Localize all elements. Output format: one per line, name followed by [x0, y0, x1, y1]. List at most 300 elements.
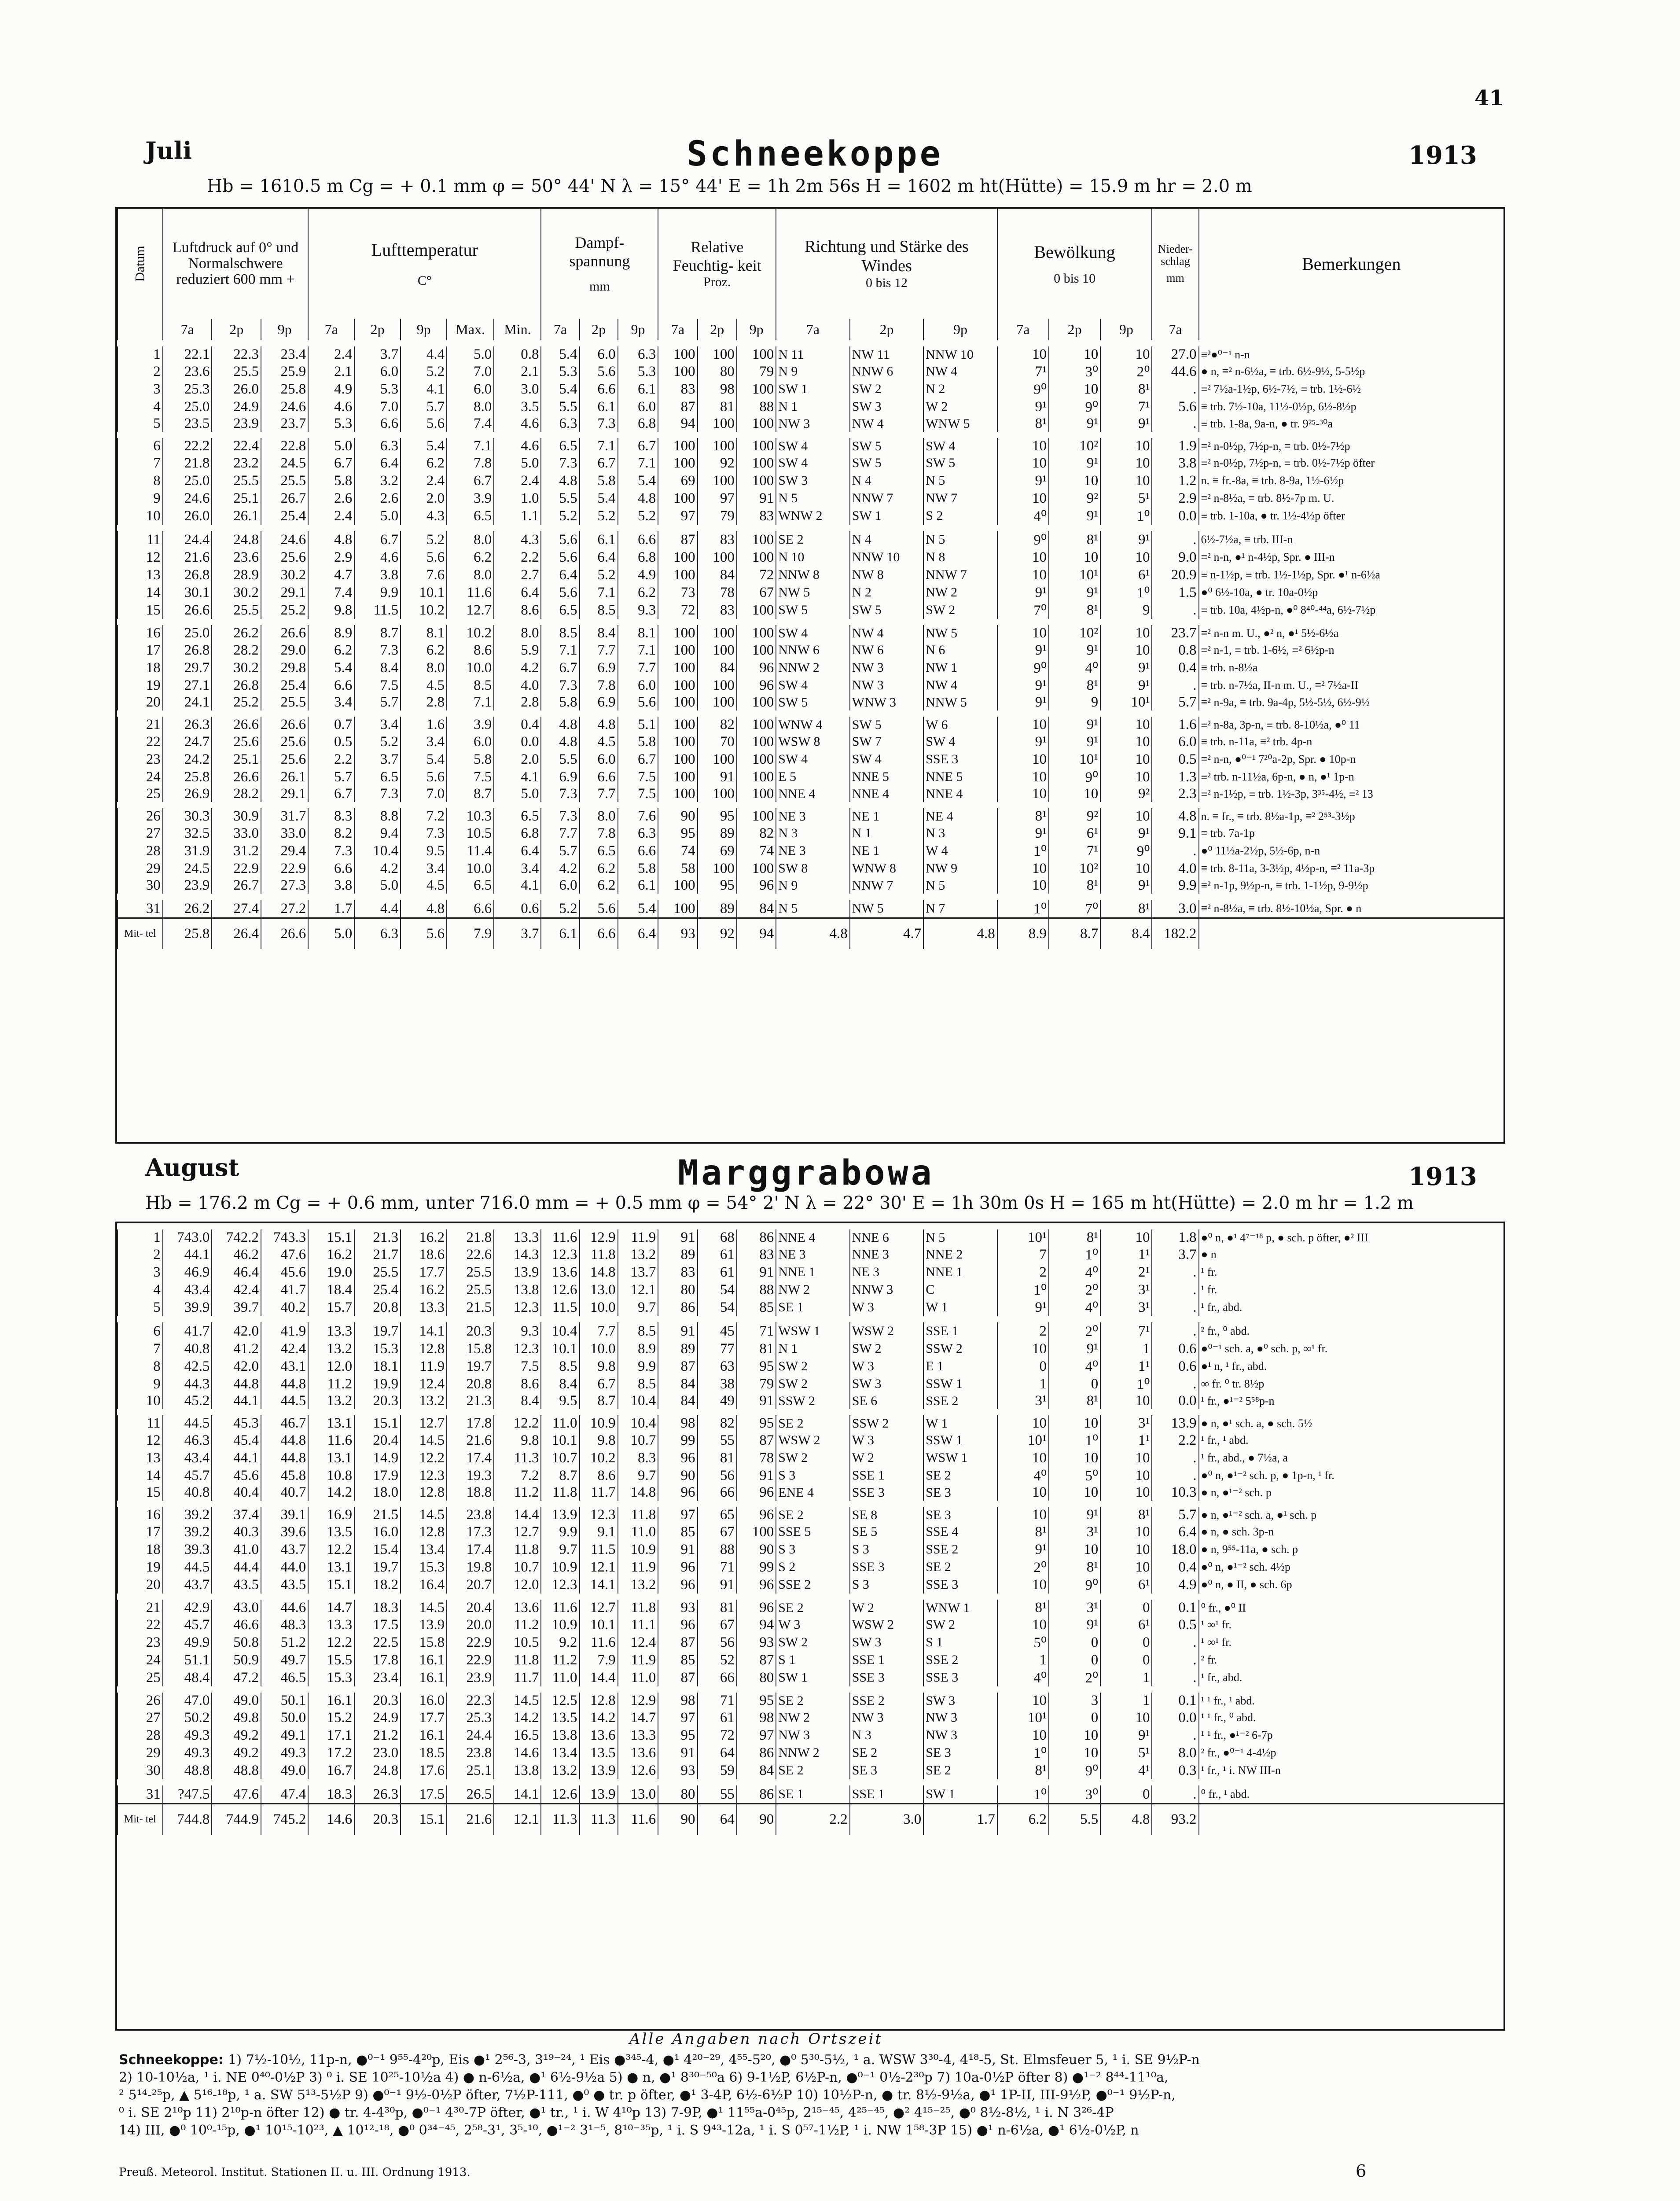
value-cell: 7¹ — [997, 363, 1049, 380]
value-cell: . — [1152, 1449, 1198, 1467]
value-cell: 4⁰ — [997, 1467, 1049, 1484]
value-cell: 59 — [698, 1762, 737, 1782]
value-cell: SW 4 — [776, 435, 849, 454]
date-cell: 12 — [118, 548, 163, 566]
value-cell: 19.3 — [447, 1467, 494, 1484]
value-cell: 8¹ — [1049, 1558, 1100, 1576]
value-cell: 9.8 — [494, 1432, 541, 1449]
value-cell: SW 4 — [923, 733, 997, 751]
subheader-cell: 7a — [658, 319, 697, 343]
value-cell: 14.3 — [494, 1246, 541, 1263]
value-cell: WNW 2 — [776, 507, 849, 528]
value-cell: 17.5 — [401, 1782, 447, 1804]
value-cell: W 2 — [923, 398, 997, 416]
value-cell: 4.2 — [541, 860, 579, 877]
value-cell: 9.3 — [618, 601, 658, 622]
value-cell: 99 — [658, 1432, 697, 1449]
value-cell: 3.7 — [1152, 1246, 1198, 1263]
value-cell: 11.9 — [618, 1651, 658, 1669]
value-cell: SW 8 — [776, 860, 849, 877]
value-cell: 49.3 — [163, 1726, 212, 1744]
value-cell: 13.8 — [494, 1762, 541, 1782]
date-cell: 5 — [118, 416, 163, 435]
remarks-cell: ≡² 7½a-1½p, 6½-7½, ≡ trb. 1½-6½ — [1199, 380, 1504, 398]
value-cell: 5.6 — [580, 897, 618, 918]
value-cell: 6.6 — [308, 860, 354, 877]
page-number: 41 — [1474, 86, 1504, 110]
value-cell: 100 — [737, 751, 776, 768]
value-cell: SW 2 — [850, 380, 923, 398]
value-cell: 9.4 — [354, 824, 401, 842]
value-cell: 6.0 — [618, 677, 658, 694]
value-cell: 0.4 — [1152, 1558, 1198, 1576]
value-cell: 7.3 — [401, 824, 447, 842]
mean-cell — [1199, 1804, 1504, 1835]
value-cell: 42.5 — [163, 1358, 212, 1375]
value-cell: 31.7 — [261, 805, 308, 824]
value-cell: 0.1 — [1152, 1597, 1198, 1616]
value-cell: 67 — [698, 1523, 737, 1541]
value-cell: 25.6 — [261, 733, 308, 751]
value-cell: 10 — [1100, 622, 1152, 641]
value-cell: 4.9 — [308, 380, 354, 398]
value-cell: 0.5 — [1152, 751, 1198, 768]
value-cell: 25.6 — [212, 733, 261, 751]
value-cell: NW 3 — [923, 1726, 997, 1744]
table-row — [118, 714, 1504, 733]
value-cell: 11.8 — [494, 1651, 541, 1669]
value-cell: . — [1152, 380, 1198, 398]
table-row — [118, 398, 1504, 416]
value-cell: 15.4 — [354, 1541, 401, 1558]
value-cell: 100 — [698, 860, 737, 877]
value-cell: 11.8 — [618, 1504, 658, 1523]
value-cell: 4.6 — [494, 416, 541, 435]
value-cell: 24.6 — [261, 528, 308, 548]
value-cell: 40.8 — [163, 1340, 212, 1358]
value-cell: 10.5 — [494, 1634, 541, 1651]
value-cell: 6.7 — [580, 454, 618, 472]
value-cell: 71 — [698, 1558, 737, 1576]
value-cell: 100 — [658, 548, 697, 566]
value-cell: NNW 6 — [776, 641, 849, 659]
value-cell: 10² — [1049, 622, 1100, 641]
value-cell: 10 — [1049, 1449, 1100, 1467]
value-cell: 24.8 — [212, 528, 261, 548]
value-cell: 6.4 — [1152, 1523, 1198, 1541]
value-cell: 7.2 — [494, 1467, 541, 1484]
value-cell: 12.4 — [401, 1375, 447, 1393]
value-cell: 25.2 — [212, 694, 261, 714]
value-cell: 20.7 — [447, 1576, 494, 1597]
value-cell: 9.7 — [541, 1541, 579, 1558]
value-cell: 9¹ — [997, 584, 1049, 601]
value-cell: 2.0 — [494, 751, 541, 768]
value-cell: 25.1 — [212, 751, 261, 768]
value-cell: 74 — [658, 842, 697, 860]
value-cell: 5.2 — [401, 363, 447, 380]
value-cell: 1¹ — [1100, 1358, 1152, 1375]
value-cell: 91 — [658, 1226, 697, 1246]
value-cell: 46.3 — [163, 1432, 212, 1449]
value-cell: 16.2 — [308, 1246, 354, 1263]
value-cell: 44.5 — [163, 1558, 212, 1576]
value-cell: 6.0 — [354, 363, 401, 380]
value-cell: SE 2 — [776, 1689, 850, 1709]
mean-cell: 8.7 — [1049, 918, 1100, 949]
value-cell: SW 7 — [850, 733, 923, 751]
value-cell: 10 — [1100, 641, 1152, 659]
value-cell: 9¹ — [1049, 714, 1100, 733]
value-cell: . — [1152, 1651, 1198, 1669]
value-cell: 8.4 — [494, 1393, 541, 1412]
value-cell: W 3 — [850, 1432, 924, 1449]
table-row — [118, 528, 1504, 548]
subheader-cell — [118, 319, 163, 343]
value-cell: 11.9 — [401, 1358, 447, 1375]
value-cell: 12.7 — [401, 1412, 447, 1432]
subheader-cell: 7a — [997, 319, 1049, 343]
value-cell: 11.0 — [618, 1523, 658, 1541]
value-cell: 26.1 — [261, 768, 308, 786]
table-row — [118, 1412, 1504, 1432]
value-cell: 25.1 — [447, 1762, 494, 1782]
value-cell: 5.7 — [1152, 694, 1198, 714]
value-cell: 13.5 — [580, 1744, 618, 1762]
value-cell: 87 — [658, 1669, 697, 1689]
value-cell: . — [1152, 1375, 1198, 1393]
value-cell: 88 — [698, 1541, 737, 1558]
mean-cell: 5.0 — [308, 918, 354, 949]
value-cell: 43.4 — [163, 1449, 212, 1467]
value-cell: 26.1 — [212, 507, 261, 528]
value-cell: 9¹ — [1049, 733, 1100, 751]
subheader-cell: 2p — [698, 319, 737, 343]
value-cell: 100 — [737, 786, 776, 805]
value-cell: 44.1 — [163, 1246, 212, 1263]
mean-cell: 4.7 — [850, 918, 923, 949]
value-cell: 7.8 — [580, 824, 618, 842]
value-cell: 42.0 — [212, 1319, 261, 1340]
header-lufttemperatur — [308, 209, 541, 319]
subheader-cell: 7a — [163, 319, 212, 343]
value-cell: 100 — [737, 343, 776, 363]
subheader-cell: 7a — [1152, 319, 1198, 343]
date-cell: 20 — [118, 694, 163, 714]
value-cell: 10 — [1049, 1726, 1100, 1744]
value-cell: 6¹ — [1100, 1576, 1152, 1597]
table-row — [118, 1782, 1504, 1804]
value-cell: SSE 1 — [850, 1782, 924, 1804]
date-cell: 4 — [118, 1281, 163, 1299]
mean-cell: 12.1 — [494, 1804, 541, 1835]
value-cell: 85 — [658, 1523, 697, 1541]
value-cell: NNE 5 — [850, 768, 923, 786]
value-cell: 40.7 — [261, 1484, 308, 1504]
value-cell: 16.2 — [401, 1226, 447, 1246]
value-cell: 12.8 — [401, 1523, 447, 1541]
value-cell: 1.7 — [308, 897, 354, 918]
value-cell: 33.0 — [261, 824, 308, 842]
value-cell: 4.8 — [541, 714, 579, 733]
value-cell: 9¹ — [1049, 416, 1100, 435]
value-cell: 6.5 — [447, 877, 494, 897]
value-cell: 17.7 — [401, 1263, 447, 1281]
value-cell: SW 2 — [776, 1375, 850, 1393]
remarks-cell: ●⁰ 6½-10a, ● tr. 10a-0½p — [1199, 584, 1504, 601]
value-cell: 24.8 — [354, 1762, 401, 1782]
value-cell: N 9 — [776, 877, 849, 897]
value-cell: 23.0 — [354, 1744, 401, 1762]
value-cell: 13.7 — [618, 1263, 658, 1281]
value-cell: 1.5 — [1152, 584, 1198, 601]
value-cell: SE 2 — [923, 1467, 997, 1484]
value-cell: 18.2 — [354, 1576, 401, 1597]
value-cell: 1⁰ — [1049, 1432, 1100, 1449]
value-cell: 100 — [698, 435, 737, 454]
value-cell: 2⁰ — [1049, 1669, 1100, 1689]
value-cell: 1⁰ — [997, 842, 1049, 860]
value-cell: 9¹ — [1049, 1616, 1100, 1634]
value-cell: 73 — [658, 584, 697, 601]
value-cell: NW 1 — [923, 659, 997, 677]
value-cell: N 5 — [776, 490, 849, 507]
value-cell: 96 — [658, 1484, 697, 1504]
subheader-cell: 7a — [776, 319, 849, 343]
dampf-title: Dampf- spannung — [569, 234, 630, 270]
value-cell: 10 — [1049, 343, 1100, 363]
value-cell: 6.7 — [541, 659, 579, 677]
value-cell: SE 2 — [776, 1597, 850, 1616]
nieder-unit: mm — [1166, 272, 1184, 284]
value-cell: 71 — [737, 1319, 776, 1340]
value-cell: 13.2 — [618, 1246, 658, 1263]
value-cell: 45.6 — [212, 1467, 261, 1484]
value-cell: 9¹ — [997, 398, 1049, 416]
value-cell: 82 — [698, 1412, 737, 1432]
value-cell: 9¹ — [1100, 1726, 1152, 1744]
value-cell: 49.8 — [212, 1709, 261, 1726]
value-cell: S 1 — [776, 1651, 850, 1669]
value-cell: 2.1 — [308, 363, 354, 380]
value-cell: 7.1 — [618, 454, 658, 472]
value-cell: 3.5 — [494, 398, 541, 416]
value-cell: 72 — [658, 601, 697, 622]
value-cell: 23.6 — [163, 363, 212, 380]
value-cell: 17.9 — [354, 1467, 401, 1484]
table-row — [118, 860, 1504, 877]
subheader-cell — [1199, 319, 1504, 343]
value-cell: 1.1 — [494, 507, 541, 528]
value-cell: 6.5 — [447, 507, 494, 528]
value-cell: 6.2 — [618, 584, 658, 601]
value-cell: 10 — [1100, 454, 1152, 472]
table-row — [118, 1226, 1504, 1246]
value-cell: SE 6 — [850, 1393, 924, 1412]
dampf-unit: mm — [589, 279, 610, 294]
value-cell: 10 — [1100, 733, 1152, 751]
value-cell: 87 — [737, 1432, 776, 1449]
value-cell: 30.3 — [163, 805, 212, 824]
value-cell: 56 — [698, 1634, 737, 1651]
value-cell: 12.7 — [580, 1597, 618, 1616]
value-cell: 4.6 — [354, 548, 401, 566]
value-cell: . — [1152, 1634, 1198, 1651]
value-cell: 30.2 — [212, 584, 261, 601]
value-cell: 10¹ — [997, 1709, 1049, 1726]
value-cell: 2¹ — [1100, 1263, 1152, 1281]
value-cell: 7.1 — [447, 435, 494, 454]
value-cell: 22.5 — [354, 1634, 401, 1651]
value-cell: 13.6 — [580, 1726, 618, 1744]
value-cell: 1⁰ — [997, 1782, 1049, 1804]
value-cell: 80 — [737, 1669, 776, 1689]
value-cell: 5.6 — [618, 694, 658, 714]
remarks-cell: ² fr., ⁰ abd. — [1199, 1319, 1504, 1340]
value-cell: 49.2 — [212, 1726, 261, 1744]
value-cell: 16.1 — [308, 1689, 354, 1709]
value-cell: NW 3 — [776, 416, 849, 435]
value-cell: 6.4 — [541, 566, 579, 584]
remarks-cell: ⁰ fr., ●⁰ II — [1199, 1597, 1504, 1616]
value-cell: 17.5 — [354, 1616, 401, 1634]
value-cell: 10 — [1100, 714, 1152, 733]
value-cell: 4⁰ — [997, 1669, 1049, 1689]
value-cell: 10 — [1100, 1558, 1152, 1576]
value-cell: 30.1 — [163, 584, 212, 601]
value-cell: 11.1 — [618, 1616, 658, 1634]
subheader-cell: Max. — [447, 319, 494, 343]
value-cell: 7.1 — [447, 694, 494, 714]
value-cell: 45.3 — [212, 1412, 261, 1432]
value-cell: 12.0 — [308, 1358, 354, 1375]
value-cell: SSE 5 — [776, 1523, 850, 1541]
value-cell: 25.0 — [163, 398, 212, 416]
date-cell: 13 — [118, 566, 163, 584]
value-cell: SSE 1 — [923, 1319, 997, 1340]
value-cell: 9⁰ — [997, 528, 1049, 548]
value-cell: 6.5 — [494, 805, 541, 824]
value-cell: 26.8 — [163, 641, 212, 659]
value-cell: 27.1 — [163, 677, 212, 694]
value-cell: 49.3 — [163, 1744, 212, 1762]
value-cell: SW 3 — [850, 398, 923, 416]
value-cell: 6.6 — [618, 842, 658, 860]
table-row — [118, 601, 1504, 622]
value-cell: NW 5 — [850, 897, 923, 918]
value-cell: 10 — [997, 860, 1049, 877]
value-cell: 16.1 — [401, 1669, 447, 1689]
date-cell: 25 — [118, 1669, 163, 1689]
value-cell: SE 3 — [923, 1504, 997, 1523]
value-cell: 26.7 — [261, 490, 308, 507]
value-cell: 6.3 — [618, 824, 658, 842]
date-cell: 1 — [118, 343, 163, 363]
value-cell: 4.1 — [401, 380, 447, 398]
value-cell: NNW 7 — [923, 566, 997, 584]
date-cell: 3 — [118, 380, 163, 398]
value-cell: 2.6 — [308, 490, 354, 507]
value-cell: 49.1 — [261, 1726, 308, 1744]
remarks-cell: ≡ trb. n-7½a, II-n m. U., ≡² 7½a-II — [1199, 677, 1504, 694]
value-cell: 7.6 — [618, 805, 658, 824]
value-cell: 40.2 — [261, 1299, 308, 1319]
remarks-cell: ≡² n-0½p, 7½p-n, ≡ trb. 0½-7½p öfter — [1199, 454, 1504, 472]
value-cell: 13.9 — [494, 1263, 541, 1281]
value-cell: 84 — [737, 1762, 776, 1782]
value-cell: 5.6 — [580, 363, 618, 380]
value-cell: SW 1 — [776, 380, 849, 398]
value-cell: 7.8 — [447, 454, 494, 472]
value-cell: 41.0 — [212, 1541, 261, 1558]
value-cell: SE 2 — [776, 1412, 850, 1432]
value-cell: 29.1 — [261, 786, 308, 805]
value-cell: 7¹ — [1100, 1319, 1152, 1340]
value-cell: 71 — [698, 1689, 737, 1709]
value-cell: 19.7 — [447, 1358, 494, 1375]
value-cell: SSE 1 — [850, 1467, 924, 1484]
value-cell: 5.2 — [541, 507, 579, 528]
value-cell: 12.3 — [541, 1246, 579, 1263]
value-cell: 25.9 — [261, 363, 308, 380]
value-cell: 91 — [737, 490, 776, 507]
date-cell: 28 — [118, 1726, 163, 1744]
value-cell: 98 — [658, 1689, 697, 1709]
value-cell: 13.8 — [494, 1281, 541, 1299]
date-cell: 14 — [118, 584, 163, 601]
value-cell: 41.2 — [212, 1340, 261, 1358]
value-cell: 9.2 — [541, 1634, 579, 1651]
value-cell: 6.6 — [580, 768, 618, 786]
notes-block — [119, 2051, 1501, 2157]
value-cell: 9¹ — [997, 677, 1049, 694]
value-cell: SW 4 — [776, 677, 849, 694]
value-cell: WSW 2 — [850, 1616, 924, 1634]
value-cell: 10 — [997, 786, 1049, 805]
value-cell: 42.4 — [261, 1340, 308, 1358]
value-cell: 87 — [658, 1358, 697, 1375]
value-cell: SSE 2 — [923, 1393, 997, 1412]
value-cell: 3.4 — [494, 860, 541, 877]
value-cell: 2.3 — [1152, 786, 1198, 805]
value-cell: 7.3 — [580, 416, 618, 435]
value-cell: 26.7 — [212, 877, 261, 897]
value-cell: 6.1 — [580, 528, 618, 548]
value-cell: 6.2 — [580, 860, 618, 877]
value-cell: 9¹ — [997, 824, 1049, 842]
value-cell: 13.2 — [308, 1393, 354, 1412]
remarks-cell: ¹ fr., ¹ i. NW III-n — [1199, 1762, 1504, 1782]
value-cell: 29.8 — [261, 659, 308, 677]
value-cell: 7.5 — [618, 786, 658, 805]
remarks-cell: ⁰ fr., ¹ abd. — [1199, 1782, 1504, 1804]
date-cell: 12 — [118, 1432, 163, 1449]
value-cell: 10.4 — [354, 842, 401, 860]
date-cell: 22 — [118, 1616, 163, 1634]
value-cell: 50.1 — [261, 1689, 308, 1709]
value-cell: 23.7 — [261, 416, 308, 435]
value-cell: 3⁰ — [1049, 1782, 1100, 1804]
value-cell: 7.8 — [580, 677, 618, 694]
value-cell: 2.2 — [308, 751, 354, 768]
table-row — [118, 1709, 1504, 1726]
value-cell: SE 3 — [923, 1484, 997, 1504]
value-cell: 49.2 — [212, 1744, 261, 1762]
remarks-cell: ¹ fr., abd. — [1199, 1299, 1504, 1319]
value-cell: 2⁰ — [1049, 1319, 1100, 1340]
value-cell: 6.5 — [354, 768, 401, 786]
subheader-cell: 2p — [354, 319, 401, 343]
